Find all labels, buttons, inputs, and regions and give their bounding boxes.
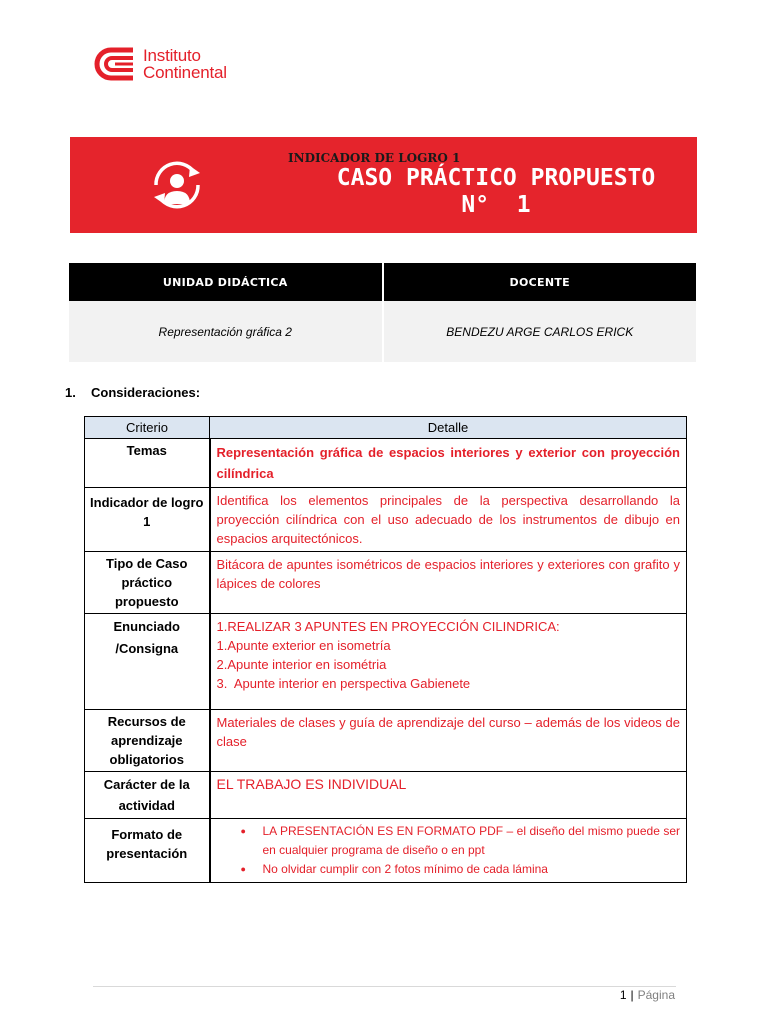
section-title	[65, 385, 200, 400]
footer-divider	[93, 986, 676, 987]
detail-header: Detalle	[210, 417, 687, 439]
section-number: 1.	[65, 385, 76, 400]
detail-line: 3. Apunte interior en perspectiva Gabienete	[216, 676, 471, 691]
banner-title-line1: CASO PRÁCTICO PROPUESTO	[336, 165, 656, 191]
criteria-header: Criterio	[85, 417, 210, 439]
criteria-table	[84, 416, 687, 883]
page-number: 1	[619, 988, 627, 1002]
criteria-label: Temas	[85, 439, 210, 488]
brand-name	[143, 47, 227, 81]
criteria-detail: Representación gráfica de espacios interiores y exterior con proyección cilíndrica	[210, 439, 687, 488]
header-banner	[70, 137, 697, 233]
section-label: Consideraciones:	[91, 385, 201, 400]
criteria-label: Tipo de Caso práctico propuesto	[85, 552, 210, 614]
criteria-detail: Materiales de clases y guía de aprendizaje del curso – además de los videos de clase	[210, 710, 687, 772]
detail-line: 1.REALIZAR 3 APUNTES EN PROYECCIÓN CILINDRICA:	[216, 619, 560, 634]
list-item: ● LA PRESENTACIÓN ES EN FORMATO PDF – el diseño del mismo puede ser en cualquier programa de diseño o en ppt	[263, 822, 681, 860]
criteria-detail: EL TRABAJO ES INDIVIDUAL	[210, 772, 687, 819]
format-list	[217, 822, 681, 879]
brand-mark-icon	[93, 46, 137, 82]
teacher-header: DOCENTE	[383, 263, 697, 301]
table-row	[85, 552, 687, 614]
page-footer	[620, 988, 675, 1002]
unit-value: Representación gráfica 2	[69, 301, 383, 362]
brand-logo	[93, 46, 227, 82]
brand-line2: Continental	[143, 63, 227, 82]
criteria-label-text: Enunciado /Consigna	[113, 619, 180, 656]
table-row	[85, 772, 687, 819]
criteria-detail: Identifica los elementos principales de la perspectiva desarrollando la proyección cilíndrica con el uso adecuado de los instrumentos de dibujo en espacios arquitectónicos.	[210, 488, 687, 552]
unit-table	[69, 263, 696, 362]
criteria-label	[85, 614, 210, 710]
criteria-detail	[210, 614, 687, 710]
table-row	[85, 710, 687, 772]
banner-kicker: INDICADOR DE LOGRO 1	[288, 151, 461, 165]
table-row	[85, 488, 687, 552]
criteria-detail	[210, 819, 687, 883]
table-row	[85, 819, 687, 883]
table-row	[85, 439, 687, 488]
brand-line1: Instituto	[143, 46, 201, 65]
teacher-value: BENDEZU ARGE CARLOS ERICK	[383, 301, 697, 362]
criteria-label: Indicador de logro 1	[85, 488, 210, 552]
criteria-detail: Bitácora de apuntes isométricos de espacios interiores y exteriores con grafito y lápices de colores	[210, 552, 687, 614]
detail-line: 1.Apunte exterior en isometría	[216, 638, 391, 653]
unit-header: UNIDAD DIDÁCTICA	[69, 263, 383, 301]
criteria-label: Formato de presentación	[85, 819, 210, 883]
criteria-label: Recursos de aprendizaje obligatorios	[85, 710, 210, 772]
person-cycle-icon	[146, 154, 208, 216]
page-word: Página	[637, 988, 675, 1002]
banner-title-line2: N° 1	[461, 192, 531, 218]
banner-title	[306, 165, 686, 219]
footer-separator: |	[630, 988, 634, 1002]
criteria-label: Carácter de la actividad	[85, 772, 210, 819]
table-row	[85, 614, 687, 710]
list-item: ● No olvidar cumplir con 2 fotos mínimo de cada lámina	[263, 860, 681, 879]
detail-line: 2.Apunte interior en isométria	[216, 657, 387, 672]
